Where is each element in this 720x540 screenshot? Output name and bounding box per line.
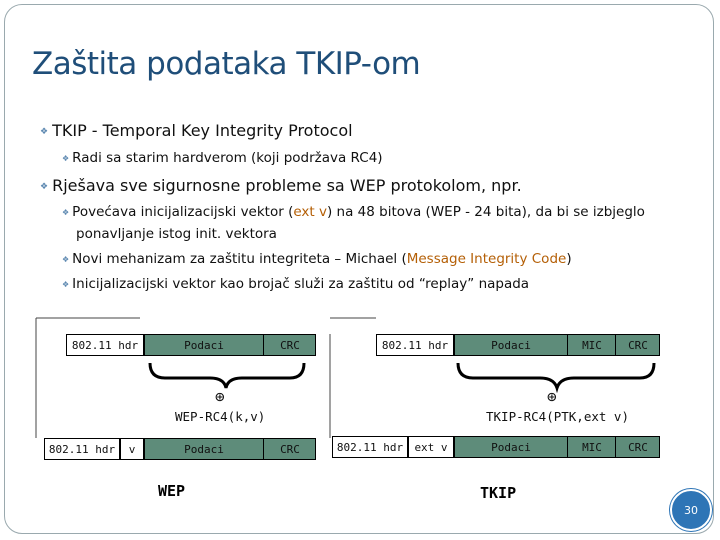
mic-highlight: Message Integrity Code xyxy=(406,251,567,267)
wep-bottom-payload xyxy=(144,438,316,460)
wep-xor-icon: ⊕ xyxy=(215,387,225,406)
tkip-label: TKIP xyxy=(480,484,517,502)
tkip-bottom-mic: MIC xyxy=(582,440,602,454)
wep-bottom-crc: CRC xyxy=(280,442,300,456)
tkip-top-data: Podaci xyxy=(491,338,531,352)
bullet-marker-icon: ❖ xyxy=(40,182,49,192)
page-number-badge: 30 xyxy=(670,489,712,531)
slide-title: Zaštita podataka TKIP-om xyxy=(32,46,421,82)
wep-top-payload xyxy=(144,334,316,356)
bullet-hardware: ❖ Radi sa starim hardverom (koji podržava RC4) xyxy=(62,150,383,166)
bullet-marker-icon: ❖ xyxy=(62,154,70,163)
wep-bottom-iv: v xyxy=(120,438,144,460)
tkip-bottom-data: Podaci xyxy=(491,440,531,454)
tkip-bottom-payload xyxy=(454,436,660,458)
tkip-op-label: TKIP-RC4(PTK,ext v) xyxy=(486,409,629,424)
bullet-marker-icon: ❖ xyxy=(40,127,49,137)
tkip-bottom-hdr: 802.11 hdr xyxy=(332,436,408,458)
bullet-marker-icon: ❖ xyxy=(62,255,70,264)
wep-label: WEP xyxy=(158,482,186,500)
tkip-top-mic: MIC xyxy=(582,338,602,352)
bullet-michael: ❖ Novi mehanizam za zaštitu integriteta – Michael (Message Integrity Code) xyxy=(62,251,572,267)
tkip-brace xyxy=(458,363,654,388)
bullet-wep-problems: ❖ Rješava sve sigurnosne probleme sa WEP protokolom, npr. xyxy=(40,176,522,195)
wep-brace xyxy=(150,363,304,388)
tkip-top-crc: CRC xyxy=(628,338,648,352)
wep-top-crc: CRC xyxy=(280,338,300,352)
bullet-iv-extension-line2: ponavljanje istog init. vektora xyxy=(76,226,277,242)
tkip-bottom-crc: CRC xyxy=(628,440,648,454)
tkip-top-payload xyxy=(454,334,660,356)
tkip-xor-icon: ⊕ xyxy=(547,387,557,406)
ext-v-highlight: ext v xyxy=(293,204,327,220)
tkip-top-hdr: 802.11 hdr xyxy=(376,334,454,356)
wep-op-label: WEP-RC4(k,v) xyxy=(175,409,266,424)
bullet-marker-icon: ❖ xyxy=(62,208,70,217)
bullet-replay: ❖ Inicijalizacijski vektor kao brojač služi za zaštitu od “replay” napada xyxy=(62,276,530,292)
wep-bottom-hdr: 802.11 hdr xyxy=(44,438,120,460)
wep-top-data: Podaci xyxy=(184,338,224,352)
wep-top-hdr: 802.11 hdr xyxy=(66,334,144,356)
tkip-bottom-iv: ext v xyxy=(408,436,454,458)
bullet-marker-icon: ❖ xyxy=(62,280,70,289)
wep-bottom-data: Podaci xyxy=(184,442,224,456)
bullet-iv-extension: ❖ Povećava inicijalizacijski vektor (ext v) na 48 bitova (WEP - 24 bita), da bi se izbjeglo xyxy=(62,204,645,220)
bullet-tkip: ❖ TKIP - Temporal Key Integrity Protocol xyxy=(40,121,353,140)
